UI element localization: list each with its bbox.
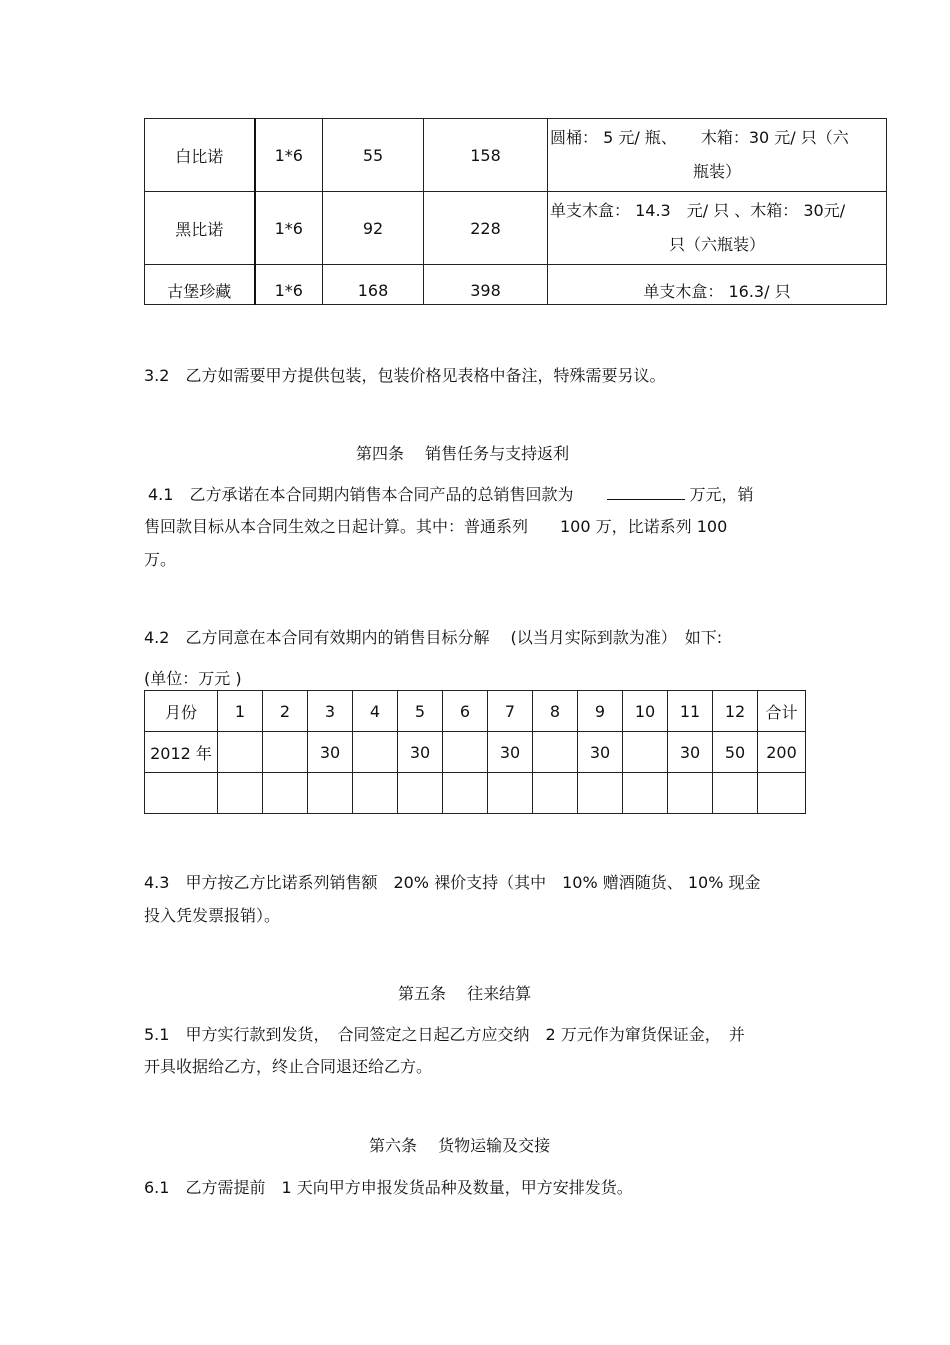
table-cell [668, 773, 713, 814]
table-cell: 30 [668, 732, 713, 773]
header-cell: 合计 [758, 691, 806, 732]
header-cell: 11 [668, 691, 713, 732]
sales-target-table [144, 690, 806, 814]
header-cell: 1 [218, 691, 263, 732]
table-cell [218, 773, 263, 814]
header-cell: 10 [623, 691, 668, 732]
header-cell: 4 [353, 691, 398, 732]
product-name: 黑比诺 [145, 192, 255, 265]
table-cell: 30 [308, 732, 353, 773]
packaging-note: 单支木盒： 16.3/ 只 [548, 265, 887, 305]
table-cell: 2012 年 [145, 732, 218, 773]
table-cell [308, 773, 353, 814]
product-spec: 1*6 [255, 192, 323, 265]
product-price-1: 92 [323, 192, 424, 265]
header-cell: 3 [308, 691, 353, 732]
product-price-1: 168 [323, 265, 424, 305]
paragraph-5-1-line1: 5.1 甲方实行款到发货， 合同签定之日起乙方应交纳 2 万元作为窜货保证金， 并 [144, 1025, 745, 1044]
table-row [145, 773, 806, 814]
table-cell [443, 773, 488, 814]
table-header-row [145, 691, 806, 732]
packaging-note [548, 192, 887, 265]
paragraph-4-2: 4.2 乙方同意在本合同有效期内的销售目标分解 (以当月实际到款为准） 如下: [144, 628, 723, 647]
header-cell: 9 [578, 691, 623, 732]
table-row [145, 265, 887, 305]
table-cell: 30 [398, 732, 443, 773]
product-name: 古堡珍藏 [145, 265, 255, 305]
paragraph-6-1: 6.1 乙方需提前 1 天向甲方申报发货品种及数量，甲方安排发货。 [144, 1178, 633, 1197]
table-cell [623, 732, 668, 773]
table-cell [398, 773, 443, 814]
table-cell [145, 773, 218, 814]
paragraph-4-3-line2: 投入凭发票报销）。 [144, 906, 281, 925]
paragraph-4-1-line1 [148, 483, 753, 505]
packaging-note [548, 119, 887, 192]
table-cell [578, 773, 623, 814]
header-cell: 12 [713, 691, 758, 732]
table-cell [218, 732, 263, 773]
header-cell: 5 [398, 691, 443, 732]
table-cell [533, 732, 578, 773]
table-cell [488, 773, 533, 814]
table-cell: 30 [488, 732, 533, 773]
header-cell: 月份 [145, 691, 218, 732]
note-line: 单支木盒： 14.3 元/ 只 、木箱： 30元/ [550, 201, 846, 220]
product-spec: 1*6 [255, 119, 323, 192]
table-cell [353, 773, 398, 814]
product-price-2: 158 [424, 119, 548, 192]
table-cell: 30 [578, 732, 623, 773]
product-price-table [144, 118, 887, 305]
table-cell [353, 732, 398, 773]
note-line: 圆桶： 5 元/ 瓶、 木箱：30 元/ 只（六 [550, 128, 849, 147]
table-row [145, 192, 887, 265]
header-cell: 6 [443, 691, 488, 732]
table-cell: 200 [758, 732, 806, 773]
table-cell [623, 773, 668, 814]
note-line: 瓶装） [692, 162, 741, 181]
note-line: 只（六瓶装） [668, 235, 765, 254]
product-spec: 1*6 [255, 265, 323, 305]
header-cell: 8 [533, 691, 578, 732]
table-cell [263, 732, 308, 773]
header-cell: 7 [488, 691, 533, 732]
paragraph-4-1-line3: 万。 [144, 550, 177, 569]
paragraph-4-1-text: 4.1 乙方承诺在本合同期内销售本合同产品的总销售回款为 [148, 485, 574, 504]
section-4-title: 第四条 销售任务与支持返利 [356, 444, 570, 463]
table-cell [533, 773, 578, 814]
table-cell [713, 773, 758, 814]
paragraph-3-2: 3.2 乙方如需要甲方提供包装，包装价格见表格中备注，特殊需要另议。 [144, 366, 666, 385]
table-cell: 50 [713, 732, 758, 773]
paragraph-4-1-line2: 售回款目标从本合同生效之日起计算。其中：普通系列 100 万，比诺系列 100 [144, 517, 728, 536]
unit-note: (单位：万元 ) [144, 669, 242, 688]
table-row [145, 732, 806, 773]
section-6-title: 第六条 货物运输及交接 [369, 1136, 551, 1155]
table-cell [263, 773, 308, 814]
product-price-2: 228 [424, 192, 548, 265]
table-row [145, 119, 887, 192]
product-price-1: 55 [323, 119, 424, 192]
table-cell [443, 732, 488, 773]
section-5-title: 第五条 往来结算 [398, 984, 532, 1003]
product-name: 白比诺 [145, 119, 255, 192]
table-cell [758, 773, 806, 814]
paragraph-4-1-unit: 万元，销 [689, 485, 754, 504]
paragraph-5-1-line2: 开具收据给乙方，终止合同退还给乙方。 [144, 1057, 433, 1076]
header-cell: 2 [263, 691, 308, 732]
product-price-2: 398 [424, 265, 548, 305]
paragraph-4-3-line1: 4.3 甲方按乙方比诺系列销售额 20% 裸价支持（其中 10% 赠酒随货、 10% 现金 [144, 873, 761, 892]
amount-blank [607, 483, 685, 500]
